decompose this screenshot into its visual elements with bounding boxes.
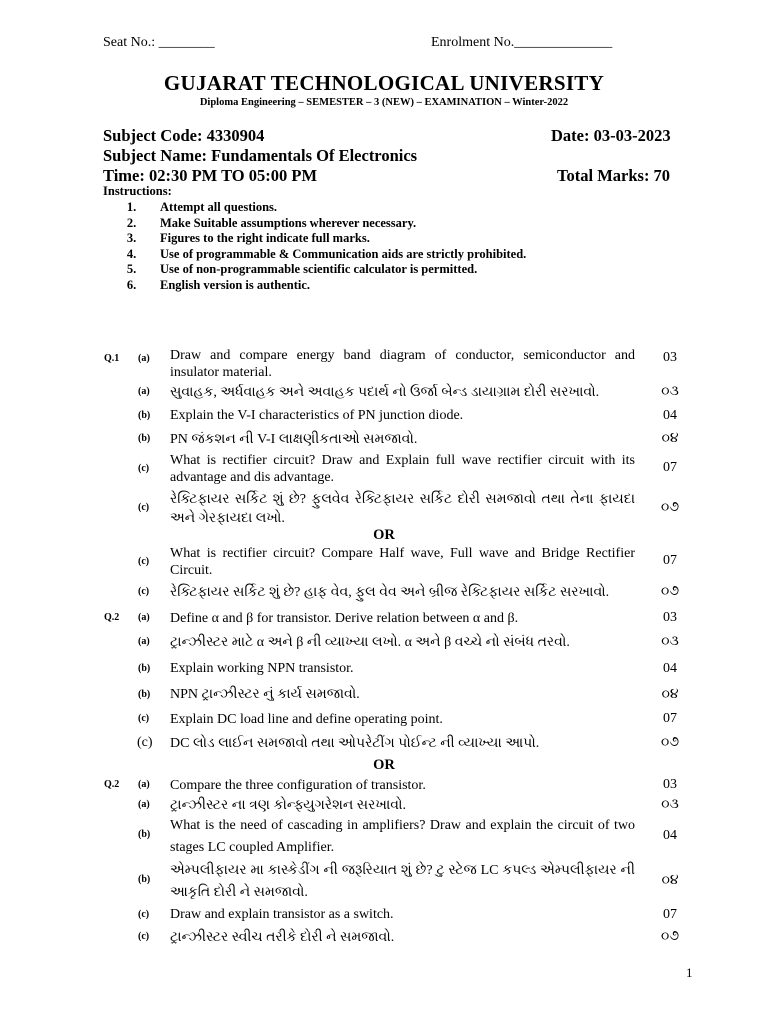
total-marks: Total Marks: 70 [557, 166, 671, 185]
instruction-item: 6. English version is authentic. [126, 277, 311, 292]
exam-line: Diploma Engineering – SEMESTER – 3 (NEW) – EXAMINATION – Winter-2022 [199, 97, 569, 108]
instructions-list [103, 200, 526, 293]
exam-date: Date: 03-03-2023 [551, 126, 671, 145]
exam-time: Time: 02:30 PM TO 05:00 PM [103, 166, 318, 185]
subject-code: Subject Code: 4330904 [103, 126, 265, 145]
instruction-item: 4. Use of programmable & Communication aids are strictly prohibited. [126, 246, 527, 261]
enrolment-number-field: Enrolment No.______________ [431, 35, 613, 50]
instruction-item: 3. Figures to the right indicate full marks. [126, 231, 370, 245]
page-number: 1 [686, 965, 693, 980]
seat-number-field: Seat No.: ________ [103, 35, 215, 50]
subject-name: Subject Name: Fundamentals Of Electronics [103, 146, 418, 165]
or-separator: OR [373, 757, 395, 773]
instruction-item: 5. Use of non-programmable scientific calculator is permitted. [126, 262, 478, 276]
instruction-item: 1. Attempt all questions. [126, 200, 278, 214]
instructions-title: Instructions: [103, 184, 172, 198]
or-separator: OR [373, 527, 395, 543]
instruction-item: 2. Make Suitable assumptions wherever necessary. [126, 215, 417, 230]
university-title: GUJARAT TECHNOLOGICAL UNIVERSITY [163, 71, 605, 95]
